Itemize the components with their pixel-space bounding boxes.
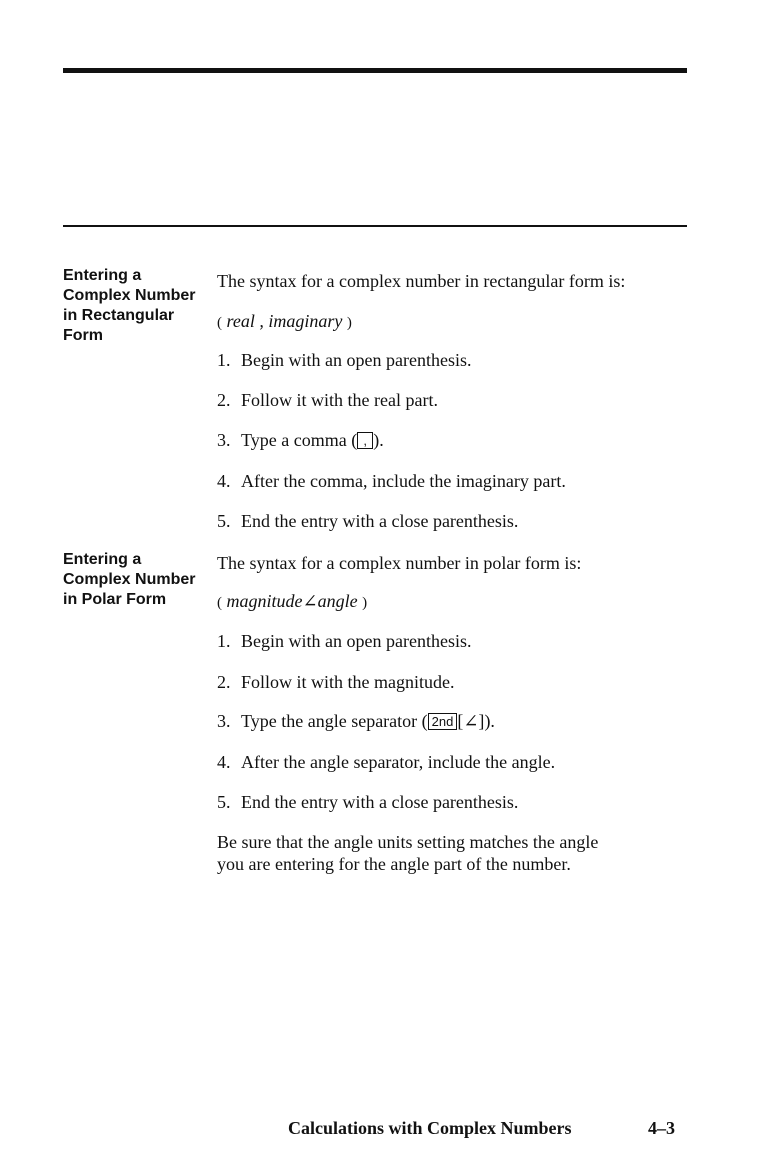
polar-step-1 — [217, 629, 471, 653]
step-text: Type the angle separator ( — [241, 711, 428, 731]
polar-step-2 — [217, 670, 455, 694]
heading-line: in Rectangular — [63, 307, 175, 324]
note-line: you are entering for the angle part of the number. — [217, 854, 571, 874]
polar-step-4 — [217, 750, 555, 774]
2nd-key: 2nd — [428, 713, 458, 730]
heading-line: Complex Number — [63, 571, 196, 588]
running-footer-title: Calculations with Complex Numbers — [288, 1118, 572, 1138]
step-text-end: ). — [373, 430, 384, 450]
polar-syntax — [217, 589, 367, 615]
rect-step-5 — [217, 509, 518, 533]
rect-step-2 — [217, 388, 438, 412]
syntax-text: magnitude∠angle — [226, 591, 358, 611]
heading-line: Complex Number — [63, 287, 196, 304]
syntax-text: real , imaginary — [226, 311, 343, 331]
step-number: 1. — [217, 631, 231, 651]
step-number: 5. — [217, 792, 231, 812]
polar-step-3 — [217, 709, 495, 733]
heading-line: in Polar Form — [63, 591, 167, 608]
step-text: After the comma, include the imaginary part. — [241, 471, 566, 491]
step-number: 3. — [217, 430, 231, 450]
rect-syntax — [217, 309, 352, 335]
step-text-end: ). — [484, 711, 495, 731]
comma-key: , — [357, 432, 373, 449]
angle-key-label: [∠] — [457, 711, 485, 731]
step-text: After the angle separator, include the angle. — [241, 752, 556, 772]
syntax-open-paren: ( — [217, 595, 222, 611]
heading-line: Entering a — [63, 267, 142, 284]
step-number: 4. — [217, 471, 231, 491]
step-text: End the entry with a close parenthesis. — [241, 511, 519, 531]
rect-step-4 — [217, 469, 566, 493]
heading-line: Entering a — [63, 551, 142, 568]
angle-units-note — [217, 831, 687, 875]
syntax-open-paren: ( — [217, 315, 222, 331]
step-number: 5. — [217, 511, 231, 531]
heading-polar — [63, 550, 213, 610]
step-text: Follow it with the magnitude. — [241, 672, 455, 692]
polar-intro: The syntax for a complex number in polar form is: — [217, 553, 582, 573]
rect-step-3 — [217, 428, 384, 452]
step-number: 3. — [217, 711, 231, 731]
step-text: End the entry with a close parenthesis. — [241, 792, 519, 812]
step-number: 1. — [217, 350, 231, 370]
step-text: Begin with an open parenthesis. — [241, 631, 472, 651]
step-text: Begin with an open parenthesis. — [241, 350, 472, 370]
step-number: 2. — [217, 672, 231, 692]
heading-line: Form — [63, 327, 103, 344]
page-number: 4–3 — [648, 1118, 675, 1138]
rect-step-1 — [217, 348, 471, 372]
section-rule — [63, 225, 687, 227]
step-text: Follow it with the real part. — [241, 390, 438, 410]
rect-intro: The syntax for a complex number in rectangular form is: — [217, 271, 626, 291]
heading-rectangular — [63, 266, 213, 346]
step-number: 4. — [217, 752, 231, 772]
syntax-close-paren: ) — [362, 595, 368, 611]
top-rule — [63, 68, 687, 73]
syntax-close-paren: ) — [346, 315, 352, 331]
step-number: 2. — [217, 390, 231, 410]
step-text: Type a comma ( — [241, 430, 358, 450]
note-line: Be sure that the angle units setting matches the angle — [217, 832, 599, 852]
polar-step-5 — [217, 790, 518, 814]
